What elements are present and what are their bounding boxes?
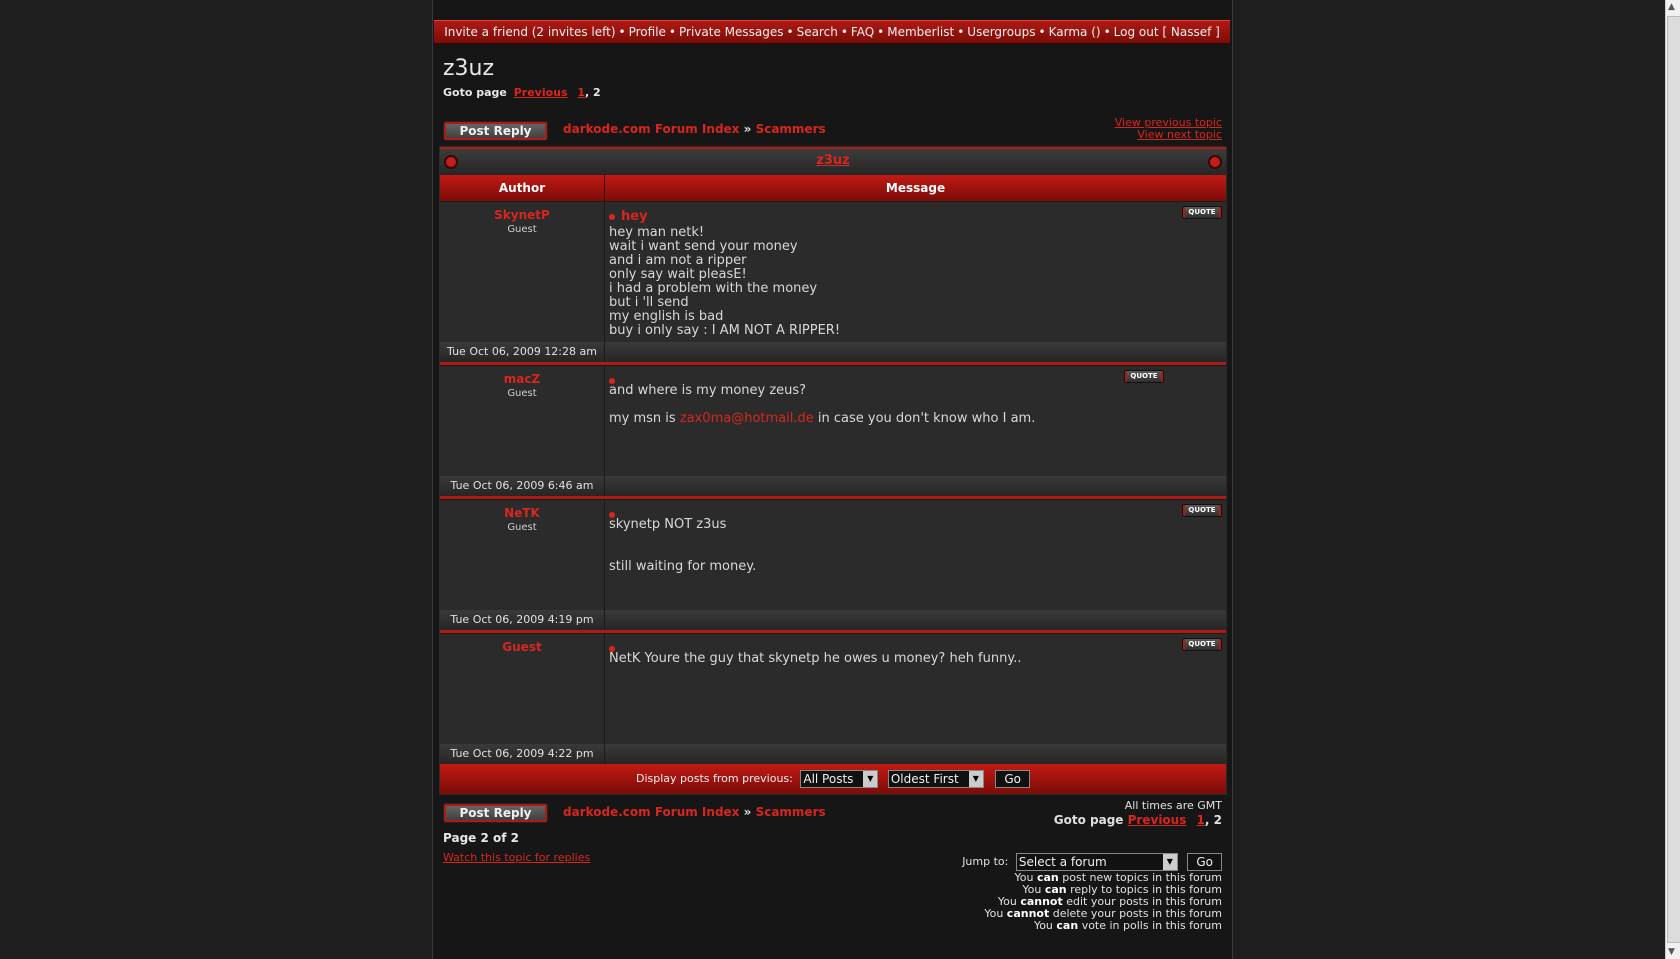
post-line	[609, 412, 1222, 426]
post-meta-row	[440, 744, 1226, 764]
post-author-rank: Guest	[507, 388, 537, 399]
nav-karma[interactable]: Karma ()	[1048, 25, 1101, 39]
scroll-up-icon[interactable]: ▲	[1668, 2, 1675, 12]
breadcrumb-forum-link[interactable]: Scammers	[755, 122, 826, 136]
perm-pre: You	[1014, 871, 1034, 884]
post-line: i had a problem with the money	[609, 281, 818, 296]
nav-usergroups[interactable]: Usergroups	[967, 25, 1036, 39]
topic-header-bar	[440, 147, 1226, 175]
post-line: NetK Youre the guy that skynetp he owes u money? heh funny..	[609, 651, 1022, 666]
nav-separator: •	[840, 25, 848, 39]
perm-pre: You	[997, 895, 1017, 908]
post-message-cell	[605, 366, 1226, 476]
post-row	[440, 201, 1226, 342]
post-meta-spacer	[605, 610, 1226, 630]
nav-separator: •	[786, 25, 794, 39]
quote-button[interactable]: QUOTE	[1182, 504, 1222, 517]
breadcrumb-index-link[interactable]: darkode.com Forum Index	[563, 122, 740, 136]
nav-separator: •	[1103, 25, 1111, 39]
perm-bold: can	[1056, 919, 1079, 932]
nav-profile[interactable]: Profile	[628, 25, 666, 39]
post-author-name[interactable]: NeTK	[504, 506, 540, 520]
goto-page-top	[443, 86, 601, 99]
nav-logout[interactable]: Log out [ Nassef ]	[1113, 25, 1220, 39]
post-subject	[609, 210, 1222, 224]
perm-bold: can	[1044, 883, 1067, 896]
posts-table	[439, 146, 1227, 795]
nav-memberlist[interactable]: Memberlist	[887, 25, 955, 39]
post-author-cell	[440, 366, 605, 476]
view-previous-topic-link[interactable]: View previous topic	[1114, 116, 1222, 129]
topic-title: z3uz	[443, 56, 495, 81]
post-subject-text: hey	[621, 209, 648, 224]
sort-order-select[interactable]	[888, 770, 984, 788]
post-date: Tue Oct 06, 2009 6:46 am	[440, 476, 605, 496]
post-subject	[609, 642, 1222, 650]
post-line: still waiting for money.	[609, 559, 757, 574]
jump-to-value: Select a forum	[1018, 855, 1107, 869]
nav-search[interactable]: Search	[796, 25, 838, 39]
forum-page	[432, 0, 1233, 959]
display-posts-select[interactable]	[800, 770, 878, 788]
display-options-bar	[440, 764, 1226, 794]
goto-label: Goto page	[443, 86, 507, 99]
post-icon	[609, 214, 615, 220]
breadcrumb-top	[563, 122, 826, 136]
nav-separator: •	[668, 25, 676, 39]
post-date: Tue Oct 06, 2009 12:28 am	[440, 342, 605, 362]
post-meta-spacer	[605, 744, 1226, 764]
permission-line	[984, 920, 1222, 932]
email-link[interactable]: zax0ma@hotmail.de	[679, 411, 814, 426]
corner-dot-icon	[446, 157, 456, 167]
post-author-rank: Guest	[507, 224, 537, 235]
goto-page-bottom	[1054, 814, 1222, 826]
timezone-note: All times are GMT	[1124, 799, 1222, 812]
post-author-name[interactable]: SkynetP	[494, 208, 550, 222]
goto-page-rest: , 2	[1204, 813, 1222, 827]
post-author-cell	[440, 634, 605, 744]
post-message-cell	[605, 500, 1226, 610]
dropdown-arrow-icon: ▼	[863, 771, 877, 787]
post-subject	[609, 508, 1222, 516]
post-line: but i 'll send	[609, 295, 689, 310]
scroll-down-icon[interactable]: ▼	[1668, 947, 1675, 957]
post-row	[440, 365, 1226, 476]
post-row	[440, 499, 1226, 610]
nav-separator: •	[957, 25, 965, 39]
post-line: wait i want send your money	[609, 239, 798, 254]
post-line: my english is bad	[609, 309, 724, 324]
perm-post: reply to topics in this forum	[1070, 883, 1222, 896]
post-line: skynetp NOT z3us	[609, 517, 727, 532]
display-go-button[interactable]: Go	[995, 770, 1030, 788]
watch-topic-link[interactable]: Watch this topic for replies	[443, 851, 591, 864]
dropdown-arrow-icon: ▼	[1163, 854, 1177, 870]
post-author-cell	[440, 202, 605, 342]
post-text: my msn is	[609, 411, 676, 426]
goto-page-rest: , 2	[585, 86, 601, 99]
perm-pre: You	[984, 907, 1004, 920]
topic-navigation-links	[1115, 117, 1222, 141]
nav-separator: •	[618, 25, 626, 39]
jump-to-select[interactable]	[1016, 853, 1178, 871]
author-column-header: Author	[440, 175, 605, 201]
jump-to-box	[962, 853, 1222, 871]
post-meta-spacer	[605, 342, 1226, 362]
goto-page-1-link[interactable]: 1	[1196, 813, 1205, 827]
post-date: Tue Oct 06, 2009 4:19 pm	[440, 610, 605, 630]
post-message-cell	[605, 202, 1226, 342]
post-author-name[interactable]: macZ	[503, 372, 541, 386]
goto-previous-link[interactable]: Previous	[513, 86, 568, 99]
post-reply-button-top[interactable]: Post Reply	[443, 121, 548, 141]
jump-to-label: Jump to:	[962, 855, 1009, 868]
quote-button[interactable]: QUOTE	[1182, 206, 1222, 219]
post-meta-row	[440, 610, 1226, 633]
post-author-name[interactable]: Guest	[502, 640, 542, 654]
post-meta-spacer	[605, 476, 1226, 496]
display-posts-label: Display posts from previous:	[636, 772, 793, 785]
post-line: and where is my money zeus?	[609, 383, 807, 398]
scrollbar-thumb[interactable]	[1667, 16, 1680, 943]
perm-bold: can	[1036, 871, 1059, 884]
timezone-and-goto	[1054, 800, 1222, 826]
post-author-rank: Guest	[507, 522, 537, 533]
permissions-list	[984, 872, 1222, 932]
nav-invite[interactable]: Invite a friend (2 invites left)	[444, 25, 616, 39]
nav-separator: •	[877, 25, 885, 39]
post-author-cell	[440, 500, 605, 610]
post-line: and i am not a ripper	[609, 253, 747, 268]
goto-label: Goto page	[1053, 813, 1124, 827]
nav-private-messages[interactable]: Private Messages	[679, 25, 784, 39]
breadcrumb-separator: »	[743, 122, 752, 136]
topic-title-link[interactable]: z3uz	[816, 153, 850, 168]
post-row	[440, 633, 1226, 744]
post-line: hey man netk!	[609, 225, 705, 240]
nav-separator: •	[1038, 25, 1046, 39]
post-date: Tue Oct 06, 2009 4:22 pm	[440, 744, 605, 764]
dropdown-arrow-icon: ▼	[969, 771, 983, 787]
post-meta-row	[440, 342, 1226, 365]
perm-pre: You	[1033, 919, 1053, 932]
post-message-cell	[605, 634, 1226, 744]
sort-order-value: Oldest First	[890, 772, 959, 786]
jump-go-button[interactable]: Go	[1187, 853, 1222, 871]
breadcrumb-forum-link[interactable]: Scammers	[755, 805, 826, 819]
page-indicator: Page 2 of 2	[443, 831, 519, 845]
quote-button[interactable]: QUOTE	[1124, 370, 1164, 383]
breadcrumb-separator: »	[743, 805, 752, 819]
perm-bold: cannot	[1006, 907, 1050, 920]
top-navigation	[434, 20, 1230, 44]
vertical-scrollbar[interactable]	[1665, 0, 1680, 959]
perm-post: vote in polls in this forum	[1081, 919, 1222, 932]
perm-pre: You	[1022, 883, 1042, 896]
post-reply-button-bottom[interactable]: Post Reply	[443, 803, 548, 823]
message-column-header: Message	[885, 181, 946, 195]
perm-bold: cannot	[1020, 895, 1063, 908]
corner-dot-icon	[1210, 157, 1220, 167]
goto-previous-link[interactable]: Previous	[1127, 813, 1187, 827]
post-line: only say wait pleasE!	[609, 267, 747, 282]
view-next-topic-link[interactable]: View next topic	[1137, 128, 1222, 141]
column-headers	[440, 175, 1226, 201]
perm-post: delete your posts in this forum	[1052, 907, 1222, 920]
goto-page-1-link[interactable]: 1	[577, 86, 586, 99]
display-posts-value: All Posts	[803, 772, 854, 786]
nav-faq[interactable]: FAQ	[850, 25, 875, 39]
breadcrumb-index-link[interactable]: darkode.com Forum Index	[563, 805, 740, 819]
quote-button[interactable]: QUOTE	[1182, 638, 1222, 651]
perm-post: post new topics in this forum	[1062, 871, 1222, 884]
perm-post: edit your posts in this forum	[1066, 895, 1222, 908]
post-line: buy i only say : I AM NOT A RIPPER!	[609, 323, 841, 338]
post-text: in case you don't know who I am.	[817, 411, 1036, 426]
breadcrumb-bottom	[563, 805, 826, 819]
post-meta-row	[440, 476, 1226, 499]
